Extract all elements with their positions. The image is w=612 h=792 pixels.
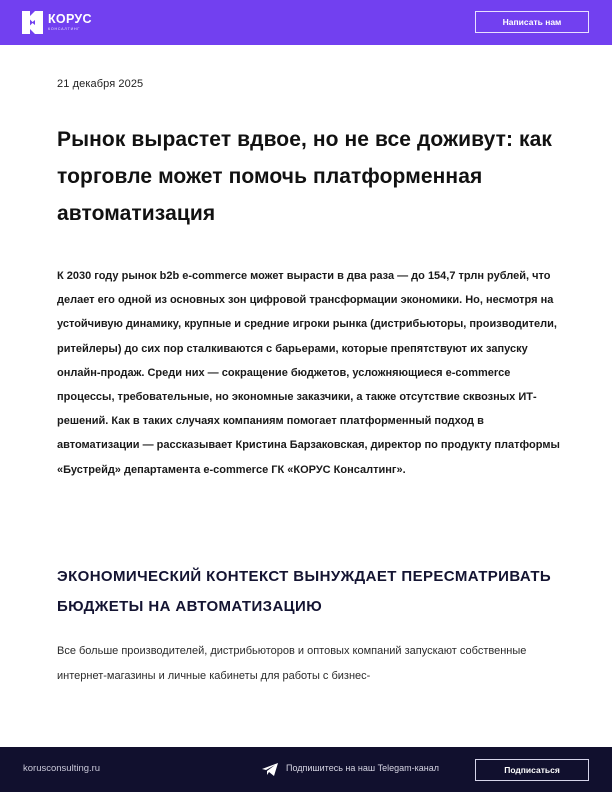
logo-subtitle: КОНСАЛТИНГ	[48, 27, 81, 31]
top-header	[0, 0, 612, 45]
article-lead: К 2030 году рынок b2b e-commerce может вырасти в два раза — до 154,7 трлн рублей, что делает его одной из основных зон цифровой трансформации экономики. Но, несмотря на устойчивую динамику, крупные и средние игроки рынка (дистрибьюторы, производители, ритейлеры) до сих пор сталкиваются с барьерами, которые препятствуют их запуску онлайн-продаж. Среди них — сокращение бюджетов, усложняющиеся e-commerce процессы, требовательные, но экономные заказчики, а также отсутствие сквозных ИТ-решений. Как в таких случаях компаниям помогает платформенный подход в автоматизации — рассказывает Кристина Барзаковская, директор по продукту платформы «Бустрейд» департамента e-commerce ГК «КОРУС Консалтинг».	[57, 270, 560, 476]
body-paragraph: Все больше производителей, дистрибьюторов и оптовых компаний запускают собственные интернет-магазины и личные кабинеты для работы с бизнес-	[57, 645, 527, 682]
logo[interactable]	[22, 11, 92, 34]
site-link[interactable]: korusconsulting.ru	[23, 763, 101, 774]
subscribe-button[interactable]: Подписаться	[475, 759, 589, 781]
write-us-button[interactable]: Написать нам	[475, 11, 589, 33]
korus-logo-icon	[22, 11, 43, 34]
footer	[0, 747, 612, 792]
telegram-icon[interactable]	[262, 763, 278, 776]
article-date: 21 декабря 2025	[57, 78, 144, 90]
section-heading: ЭКОНОМИЧЕСКИЙ КОНТЕКСТ ВЫНУЖДАЕТ ПЕРЕСМАТРИВАТЬ БЮДЖЕТЫ НА АВТОМАТИЗАЦИЮ	[57, 568, 552, 615]
article-title: Рынок вырастет вдвое, но не все доживут: как торговле может помочь платформенная автоматизация	[57, 128, 553, 225]
logo-name: КОРУС	[48, 12, 92, 26]
telegram-link[interactable]: Подпишитесь на наш Telegam-канал	[286, 763, 439, 773]
